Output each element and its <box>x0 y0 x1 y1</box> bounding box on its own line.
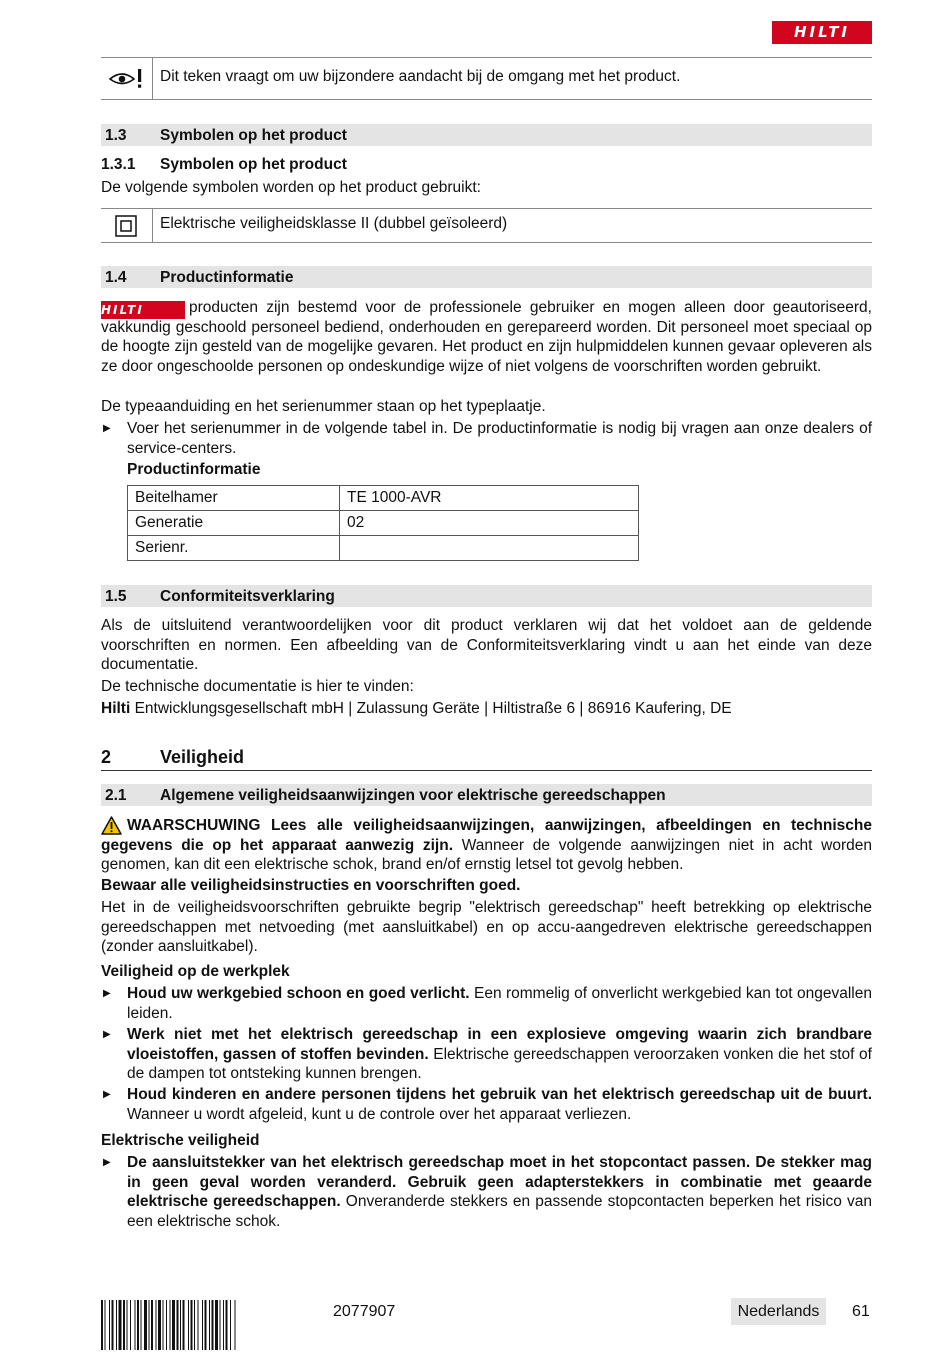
section-title: Conformiteitsverklaring <box>160 588 335 605</box>
list-item <box>101 1085 872 1125</box>
bullet-arrow-icon: ▶ <box>103 1029 111 1040</box>
list-item-text: Onveranderde stekkers en passende stopcontacten beperken het risico van een elektrische schok. <box>127 1193 872 1230</box>
paragraph-text: producten zijn bestemd voor de professionele gebruiker en mogen alleen door geautoriseerd, vakkundig geschoold personeel bediend, onderhouden en gerepareerd worden. Dit personeel moet speciaal op de hoogte zijn gesteld van de mogelijke gevaren. Het product en zijn hulpmiddelen kunnen gevaar opleveren als ze door ongeschoolde personen op ondeskundige wijze of niet volgens de voorschriften worden gebruikt. <box>101 299 872 375</box>
section-heading-1-5 <box>101 585 872 607</box>
warning-text: WAARSCHUWING Lees alle veiligheidsaanwijzingen, aanwijzingen, afbeeldingen en technische gegevens die op het apparaat aanwezig zijn. <box>101 817 872 854</box>
section-title: Symbolen op het product <box>160 127 347 144</box>
address-text: Entwicklungsgesellschaft mbH | Zulassung Geräte | Hiltistraße 6 | 86916 Kaufering, DE <box>130 700 732 717</box>
subsection-title: Symbolen op het product <box>160 156 347 173</box>
list-item <box>101 419 872 459</box>
address-line <box>101 699 872 719</box>
list-item-text: Voer het serienummer in de volgende tabel in. De productinformatie is nodig bij vragen aan onze dealers of service-centers. <box>127 420 872 457</box>
divider <box>101 99 872 100</box>
eye-attention-icon <box>108 66 148 90</box>
chapter-number: 2 <box>101 747 112 767</box>
list-item-text: Wanneer u wordt afgeleid, kunt u de controle over het apparaat verliezen. <box>127 1105 632 1123</box>
hilti-logo: HILTI <box>101 301 185 319</box>
term-definition-paragraph: Het in de veiligheidsvoorschriften gebruikte begrip "elektrisch gereedschap" heeft betrekking op elektrische gereedschappen met netvoeding (met aansluitkabel) en op accu-aangedreven elektrische gereedschappen (zonder aansluitkabel). <box>101 899 872 955</box>
attention-text: Dit teken vraagt om uw bijzondere aandacht bij de omgang met het product. <box>160 68 681 85</box>
bullet-arrow-icon: ▶ <box>103 1089 111 1100</box>
barcode-icon <box>101 1300 321 1350</box>
bullet-arrow-icon: ▶ <box>103 423 111 434</box>
list-item-bold-text: De aansluitstekker van het elektrisch gereedschap moet in het stopcontact passen. De stekker mag in geen geval worden veranderd. Gebruik geen adapterstekkers in combinatie met geaarde elektrische gereedschappen. <box>127 1154 872 1210</box>
table-row <box>128 536 639 561</box>
bullet-arrow-icon: ▶ <box>103 1157 111 1168</box>
divider <box>152 208 153 242</box>
list-item <box>101 984 872 1024</box>
section-number: 1.3 <box>105 127 127 144</box>
workplace-heading: Veiligheid op de werkplek <box>101 963 290 980</box>
divider <box>101 242 872 243</box>
warning-consequence-text: Wanneer de volgende aanwijzingen niet in acht worden genomen, kan dit een elektrische schok, brand en/of ernstig letsel tot gevolg hebben. <box>101 836 872 873</box>
section-number: 1.4 <box>105 269 127 286</box>
conformity-paragraph: Als de uitsluitend verantwoordelijken voor dit product verklaren wij dat het voldoet aan de geldende voorschriften en normen. Een afbeelding van de Conformiteitsverklaring vindt u aan het einde van deze documentatie. <box>101 617 872 673</box>
section-number: 1.5 <box>105 588 127 605</box>
divider <box>152 57 153 99</box>
list-item <box>101 1025 872 1085</box>
list-item-bold-text: Houd kinderen en andere personen tijdens het gebruik van het elektrisch gereedschap uit de buurt. <box>127 1086 872 1103</box>
hilti-logo: HILTI <box>772 21 872 44</box>
section-number: 2.1 <box>105 787 127 804</box>
product-info-paragraph <box>101 298 872 376</box>
list-item-bold-text: Werk niet met het elektrisch gereedschap in een explosieve omgeving waarin zich brandbare vloeistoffen, gassen of stoffen bevinden. <box>127 1026 872 1063</box>
type-plate-text: De typeaanduiding en het serienummer staan op het typeplaatje. <box>101 398 546 415</box>
section-title: Algemene veiligheidsaanwijzingen voor elektrische gereedschappen <box>160 787 666 804</box>
table-cell: 02 <box>340 511 639 536</box>
section-heading-1-4 <box>101 266 872 288</box>
table-cell: Serienr. <box>128 536 340 561</box>
list-item-text: Elektrische gereedschappen veroorzaken vonken die het stof of de dampen tot ontsteking kunnen brengen. <box>127 1045 872 1082</box>
list-item-text: Een rommelig of onverlicht werkgebied kan tot ongevallen leiden. <box>127 985 872 1022</box>
keep-instructions-text: Bewaar alle veiligheidsinstructies en voorschriften goed. <box>101 877 521 894</box>
bullet-arrow-icon: ▶ <box>103 988 111 999</box>
table-row <box>128 486 639 511</box>
electrical-heading: Elektrische veiligheid <box>101 1132 260 1149</box>
company-name: Hilti <box>101 700 131 717</box>
symbols-intro: De volgende symbolen worden op het product gebruikt: <box>101 179 481 196</box>
warning-paragraph <box>101 816 872 875</box>
product-info-table <box>127 485 639 561</box>
documentation-location-text: De technische documentatie is hier te vinden: <box>101 678 414 695</box>
chapter-title: Veiligheid <box>160 747 245 767</box>
table-title: Productinformatie <box>127 461 261 478</box>
section-heading-2-1 <box>101 784 872 806</box>
list-item <box>101 1153 872 1233</box>
language-label: Nederlands <box>731 1298 826 1325</box>
divider <box>101 208 872 209</box>
document-number: 2077907 <box>333 1303 396 1320</box>
table-row <box>128 511 639 536</box>
serial-number-cell[interactable] <box>340 536 639 561</box>
table-cell: TE 1000-AVR <box>340 486 639 511</box>
symbol-description: Elektrische veiligheidsklasse II (dubbel geïsoleerd) <box>160 215 508 232</box>
divider <box>101 57 872 58</box>
section-heading-1-3 <box>101 124 872 146</box>
table-cell: Beitelhamer <box>128 486 340 511</box>
section-title: Productinformatie <box>160 269 294 286</box>
list-item-bold-text: Houd uw werkgebied schoon en goed verlicht. <box>127 985 470 1002</box>
double-insulation-icon <box>115 215 137 237</box>
page-number: 61 <box>852 1303 870 1320</box>
divider <box>101 770 872 771</box>
table-cell: Generatie <box>128 511 340 536</box>
subsection-number: 1.3.1 <box>101 156 136 173</box>
